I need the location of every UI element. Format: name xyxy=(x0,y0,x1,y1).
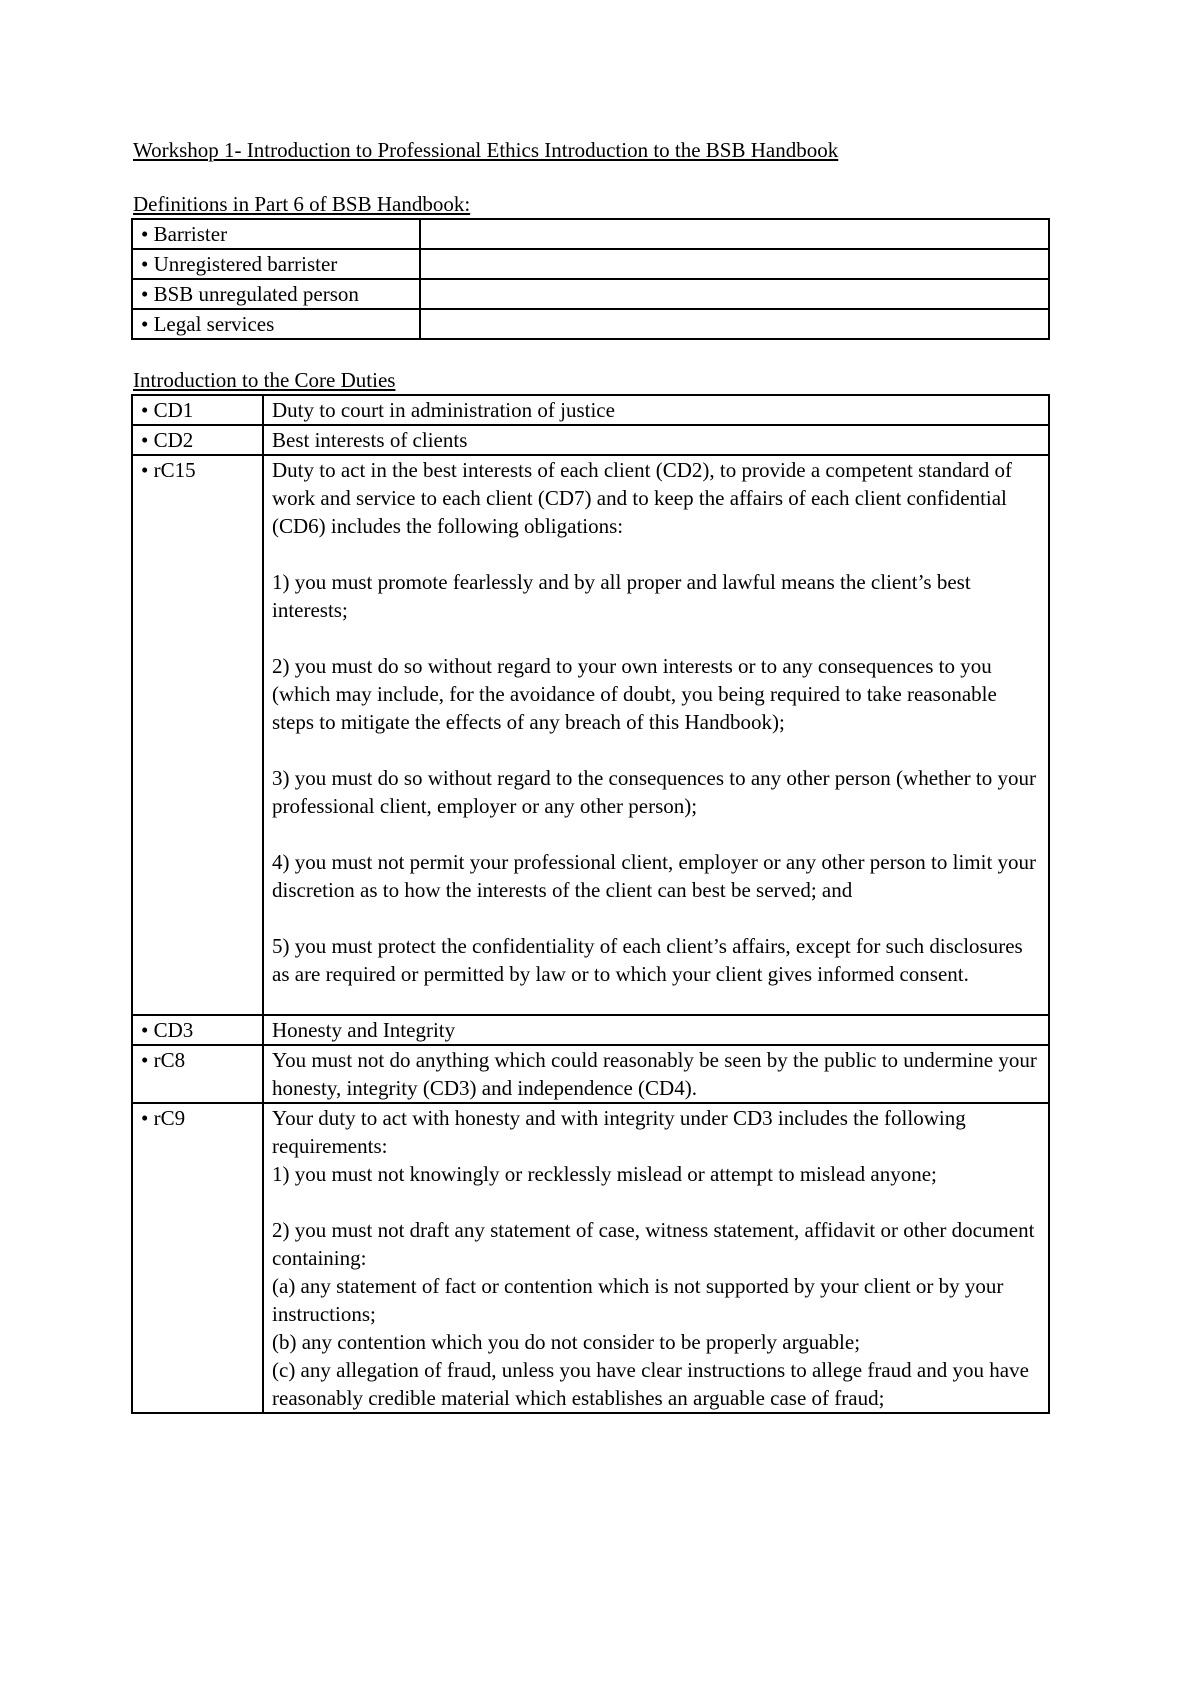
document-page xyxy=(133,136,1050,1414)
duty-code: • CD3 xyxy=(132,1015,263,1045)
duty-paragraph: 1) you must promote fearlessly and by all proper and lawful means the client’s best interests; xyxy=(272,570,971,622)
duty-paragraph: 5) you must protect the confidentiality of each client’s affairs, except for such disclosures as are required or permitted by law or to which your client gives informed consent. xyxy=(272,934,1023,986)
table-row xyxy=(132,249,1049,279)
table-row xyxy=(132,309,1049,339)
duty-paragraph: Duty to act in the best interests of each client (CD2), to provide a competent standard of work and service to each client (CD7) and to keep the affairs of each client confidential (CD6) includes the following obligations: xyxy=(272,458,1013,538)
table-row xyxy=(132,1103,1049,1413)
duty-paragraph: Duty to court in administration of justice xyxy=(272,398,615,422)
definition-term: • Legal services xyxy=(132,309,420,339)
definition-value xyxy=(420,249,1049,279)
duty-code: • rC9 xyxy=(132,1103,263,1413)
definition-value xyxy=(420,279,1049,309)
duty-code: • rC15 xyxy=(132,455,263,1015)
table-row xyxy=(132,1015,1049,1045)
document-title: Workshop 1- Introduction to Professional Ethics Introduction to the BSB Handbook xyxy=(133,138,839,162)
definitions-heading: Definitions in Part 6 of BSB Handbook: xyxy=(133,192,471,216)
definitions-table xyxy=(131,218,1050,340)
table-row xyxy=(132,455,1049,1015)
table-row xyxy=(132,279,1049,309)
duty-paragraph: Honesty and Integrity xyxy=(272,1018,456,1042)
duty-text xyxy=(263,455,1049,1015)
duty-text xyxy=(263,1015,1049,1045)
core-duties-table xyxy=(131,394,1050,1414)
duty-text xyxy=(263,1103,1049,1413)
definition-term: • BSB unregulated person xyxy=(132,279,420,309)
definition-term: • Barrister xyxy=(132,219,420,249)
table-row xyxy=(132,1045,1049,1103)
duty-paragraph: 3) you must do so without regard to the consequences to any other person (whether to your professional client, employer or any other person); xyxy=(272,766,1036,818)
duty-paragraph: You must not do anything which could reasonably be seen by the public to undermine your honesty, integrity (CD3) and independence (CD4). xyxy=(272,1048,1037,1100)
table-row xyxy=(132,219,1049,249)
duty-code: • CD1 xyxy=(132,395,263,425)
duty-text xyxy=(263,395,1049,425)
table-row xyxy=(132,425,1049,455)
duty-paragraph: (a) any statement of fact or contention which is not supported by your client or by your instructions; xyxy=(272,1274,1004,1326)
duty-paragraph: 2) you must not draft any statement of case, witness statement, affidavit or other document containing: xyxy=(272,1218,1035,1270)
duty-paragraph: (c) any allegation of fraud, unless you have clear instructions to allege fraud and you have reasonably credible material which establishes an arguable case of fraud; xyxy=(272,1358,1029,1410)
duty-paragraph: (b) any contention which you do not consider to be properly arguable; xyxy=(272,1330,861,1354)
duty-paragraph: 2) you must do so without regard to your own interests or to any consequences to you (which may include, for the avoidance of doubt, you being required to take reasonable steps to mitigate the effects of any breach of this Handbook); xyxy=(272,654,997,734)
definition-value xyxy=(420,219,1049,249)
definition-term: • Unregistered barrister xyxy=(132,249,420,279)
duty-code: • rC8 xyxy=(132,1045,263,1103)
duty-paragraph: 1) you must not knowingly or recklessly mislead or attempt to mislead anyone; xyxy=(272,1162,937,1186)
duty-text xyxy=(263,425,1049,455)
definition-value xyxy=(420,309,1049,339)
table-row xyxy=(132,395,1049,425)
duty-paragraph: Your duty to act with honesty and with integrity under CD3 includes the following requirements: xyxy=(272,1106,966,1158)
core-duties-heading: Introduction to the Core Duties xyxy=(133,368,396,392)
duty-paragraph: 4) you must not permit your professional client, employer or any other person to limit your discretion as to how the interests of the client can best be served; and xyxy=(272,850,1037,902)
duty-paragraph: Best interests of clients xyxy=(272,428,468,452)
duty-code: • CD2 xyxy=(132,425,263,455)
duty-text xyxy=(263,1045,1049,1103)
